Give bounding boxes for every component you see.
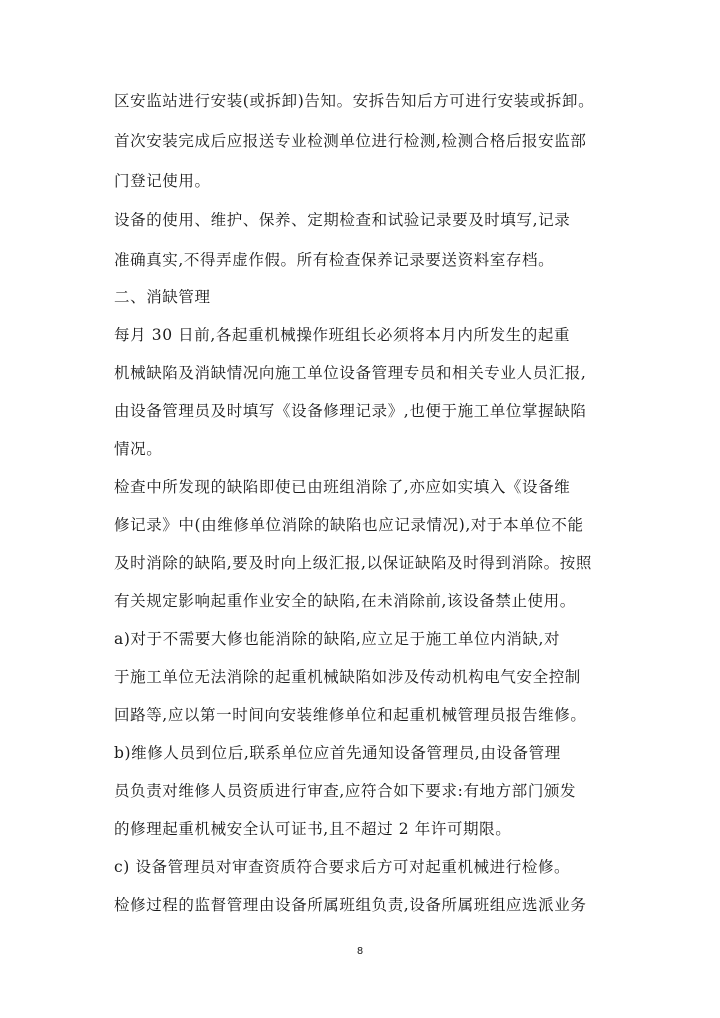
- text-line: 情况。: [114, 440, 163, 458]
- text-line: b)维修人员到位后,联系单位应首先通知设备管理员,由设备管理: [114, 744, 561, 762]
- text-line: 设备的使用、维护、保养、定期检查和试验记录要及时填写,记录: [114, 211, 571, 229]
- text-line: 每月 30 日前,各起重机械操作班组长必须将本月内所发生的起重: [114, 326, 571, 344]
- text-line: 及时消除的缺陷,要及时向上级汇报,以保证缺陷及时得到消除。按照: [114, 554, 592, 572]
- text-line: 门登记使用。: [114, 172, 211, 190]
- text-line: c) 设备管理员对审查资质符合要求后方可对起重机械进行检修。: [114, 858, 571, 876]
- text-line: 区安监站进行安装(或拆卸)告知。安拆告知后方可进行安装或拆卸。: [114, 92, 595, 110]
- text-line: 首次安装完成后应报送专业检测单位进行检测,检测合格后报安监部: [114, 132, 587, 150]
- text-line: 回路等,应以第一时间向安装维修单位和起重机械管理员报告维修。: [114, 706, 587, 724]
- text-line: 机械缺陷及消缺情况向施工单位设备管理专员和相关专业人员汇报,: [114, 364, 587, 382]
- text-line: 检修过程的监督管理由设备所属班组负责,设备所属班组应选派业务: [114, 896, 587, 914]
- text-line: 准确真实,不得弄虚作假。所有检查保养记录要送资料室存档。: [114, 251, 555, 269]
- page-number: 8: [356, 946, 364, 957]
- text-line: 修记录》中(由维修单位消除的缺陷也应记录情况),对于本单位不能: [114, 516, 584, 534]
- text-line: a)对于不需要大修也能消除的缺陷,应立足于施工单位内消缺,对: [114, 630, 561, 648]
- section-heading: 二、消缺管理: [114, 288, 211, 306]
- text-line: 有关规定影响起重作业安全的缺陷,在未消除前,该设备禁止使用。: [114, 592, 576, 610]
- text-line: 员负责对维修人员资质进行审查,应符合如下要求:有地方部门颁发: [114, 782, 577, 800]
- text-line: 的修理起重机械安全认可证书,且不超过 2 年许可期限。: [114, 820, 512, 838]
- text-line: 由设备管理员及时填写《设备修理记录》,也便于施工单位掌握缺陷: [114, 402, 587, 420]
- text-line: 检查中所发现的缺陷即使已由班组消除了,亦应如实填入《设备维: [114, 478, 571, 496]
- text-line: 于施工单位无法消除的起重机械缺陷如涉及传动机构电气安全控制: [114, 668, 581, 686]
